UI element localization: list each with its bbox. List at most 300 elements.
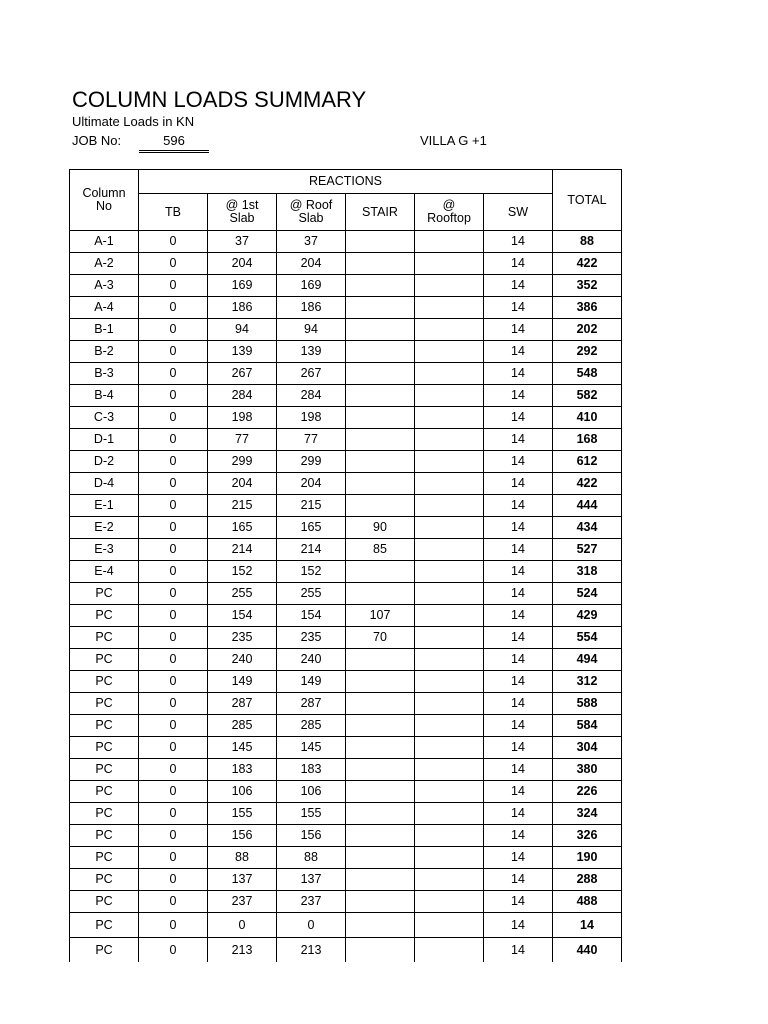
cell-rooftop <box>415 825 484 847</box>
cell-total: 14 <box>553 913 622 938</box>
cell-tb: 0 <box>139 649 208 671</box>
cell-stair <box>346 891 415 913</box>
cell-sw: 14 <box>484 627 553 649</box>
cell-tb: 0 <box>139 319 208 341</box>
header-stair: STAIR <box>346 194 415 231</box>
cell-column-no: D-2 <box>70 451 139 473</box>
cell-column-no: D-1 <box>70 429 139 451</box>
cell-total: 444 <box>553 495 622 517</box>
cell-total: 422 <box>553 253 622 275</box>
cell-total: 168 <box>553 429 622 451</box>
cell-tb: 0 <box>139 737 208 759</box>
cell-tb: 0 <box>139 473 208 495</box>
cell-rooftop <box>415 275 484 297</box>
cell-tb: 0 <box>139 253 208 275</box>
cell-sw: 14 <box>484 737 553 759</box>
header-roof-slab: @ Roof Slab <box>277 194 346 231</box>
cell-rooftop <box>415 473 484 495</box>
cell-total: 527 <box>553 539 622 561</box>
cell-sw: 14 <box>484 605 553 627</box>
cell-first-slab: 215 <box>208 495 277 517</box>
cell-total: 202 <box>553 319 622 341</box>
cell-first-slab: 267 <box>208 363 277 385</box>
cell-column-no: PC <box>70 715 139 737</box>
cell-stair <box>346 451 415 473</box>
cell-rooftop <box>415 847 484 869</box>
cell-first-slab: 204 <box>208 253 277 275</box>
header-first-slab: @ 1st Slab <box>208 194 277 231</box>
cell-total: 422 <box>553 473 622 495</box>
cell-tb: 0 <box>139 539 208 561</box>
cell-column-no: A-1 <box>70 231 139 253</box>
cell-first-slab: 214 <box>208 539 277 561</box>
cell-total: 524 <box>553 583 622 605</box>
cell-stair: 85 <box>346 539 415 561</box>
cell-roof-slab: 237 <box>277 891 346 913</box>
cell-column-no: PC <box>70 649 139 671</box>
cell-total: 429 <box>553 605 622 627</box>
cell-column-no: E-1 <box>70 495 139 517</box>
cell-column-no: PC <box>70 891 139 913</box>
table-row <box>70 407 622 429</box>
cell-roof-slab: 149 <box>277 671 346 693</box>
cell-sw: 14 <box>484 583 553 605</box>
table-row <box>70 649 622 671</box>
cell-column-no: PC <box>70 825 139 847</box>
job-number-label: JOB No: <box>72 133 122 148</box>
cell-column-no: B-3 <box>70 363 139 385</box>
cell-sw: 14 <box>484 847 553 869</box>
cell-stair <box>346 938 415 963</box>
cell-roof-slab: 235 <box>277 627 346 649</box>
cell-sw: 14 <box>484 715 553 737</box>
cell-rooftop <box>415 429 484 451</box>
cell-stair <box>346 473 415 495</box>
cell-sw: 14 <box>484 407 553 429</box>
cell-first-slab: 139 <box>208 341 277 363</box>
table-row <box>70 275 622 297</box>
cell-roof-slab: 145 <box>277 737 346 759</box>
cell-stair <box>346 803 415 825</box>
cell-roof-slab: 169 <box>277 275 346 297</box>
cell-roof-slab: 154 <box>277 605 346 627</box>
cell-total: 584 <box>553 715 622 737</box>
cell-sw: 14 <box>484 517 553 539</box>
cell-first-slab: 77 <box>208 429 277 451</box>
table-row <box>70 231 622 253</box>
cell-stair <box>346 297 415 319</box>
cell-first-slab: 237 <box>208 891 277 913</box>
cell-stair: 90 <box>346 517 415 539</box>
cell-total: 380 <box>553 759 622 781</box>
cell-stair <box>346 847 415 869</box>
cell-rooftop <box>415 583 484 605</box>
cell-tb: 0 <box>139 891 208 913</box>
cell-stair <box>346 341 415 363</box>
cell-total: 292 <box>553 341 622 363</box>
cell-sw: 14 <box>484 297 553 319</box>
cell-stair <box>346 319 415 341</box>
table-row <box>70 759 622 781</box>
job-number-value: 596 <box>139 133 209 153</box>
table-row <box>70 451 622 473</box>
cell-tb: 0 <box>139 451 208 473</box>
header-reactions-group: REACTIONS <box>139 170 553 194</box>
cell-stair <box>346 253 415 275</box>
cell-roof-slab: 186 <box>277 297 346 319</box>
cell-column-no: PC <box>70 605 139 627</box>
cell-stair <box>346 649 415 671</box>
table-row <box>70 737 622 759</box>
cell-first-slab: 0 <box>208 913 277 938</box>
cell-total: 582 <box>553 385 622 407</box>
cell-first-slab: 183 <box>208 759 277 781</box>
cell-tb: 0 <box>139 495 208 517</box>
cell-rooftop <box>415 913 484 938</box>
column-loads-table <box>69 169 622 962</box>
table-row <box>70 938 622 963</box>
cell-first-slab: 186 <box>208 297 277 319</box>
cell-roof-slab: 0 <box>277 913 346 938</box>
cell-first-slab: 165 <box>208 517 277 539</box>
cell-tb: 0 <box>139 341 208 363</box>
cell-first-slab: 149 <box>208 671 277 693</box>
cell-rooftop <box>415 759 484 781</box>
table-row <box>70 517 622 539</box>
cell-roof-slab: 37 <box>277 231 346 253</box>
cell-roof-slab: 77 <box>277 429 346 451</box>
cell-sw: 14 <box>484 869 553 891</box>
cell-rooftop <box>415 319 484 341</box>
cell-rooftop <box>415 539 484 561</box>
cell-sw: 14 <box>484 561 553 583</box>
cell-rooftop <box>415 341 484 363</box>
cell-column-no: PC <box>70 737 139 759</box>
cell-roof-slab: 287 <box>277 693 346 715</box>
cell-tb: 0 <box>139 825 208 847</box>
cell-column-no: PC <box>70 938 139 963</box>
cell-stair <box>346 715 415 737</box>
cell-sw: 14 <box>484 671 553 693</box>
cell-column-no: A-2 <box>70 253 139 275</box>
cell-stair <box>346 583 415 605</box>
cell-column-no: PC <box>70 693 139 715</box>
table-row <box>70 297 622 319</box>
cell-total: 190 <box>553 847 622 869</box>
cell-sw: 14 <box>484 495 553 517</box>
cell-total: 304 <box>553 737 622 759</box>
cell-first-slab: 299 <box>208 451 277 473</box>
cell-first-slab: 145 <box>208 737 277 759</box>
cell-roof-slab: 137 <box>277 869 346 891</box>
cell-column-no: A-4 <box>70 297 139 319</box>
cell-column-no: PC <box>70 913 139 938</box>
cell-stair <box>346 693 415 715</box>
cell-rooftop <box>415 495 484 517</box>
cell-total: 612 <box>553 451 622 473</box>
table-row <box>70 605 622 627</box>
cell-tb: 0 <box>139 429 208 451</box>
cell-column-no: PC <box>70 847 139 869</box>
cell-sw: 14 <box>484 649 553 671</box>
cell-tb: 0 <box>139 693 208 715</box>
cell-sw: 14 <box>484 891 553 913</box>
cell-tb: 0 <box>139 671 208 693</box>
cell-sw: 14 <box>484 803 553 825</box>
cell-rooftop <box>415 715 484 737</box>
cell-roof-slab: 240 <box>277 649 346 671</box>
cell-rooftop <box>415 781 484 803</box>
cell-total: 324 <box>553 803 622 825</box>
cell-first-slab: 169 <box>208 275 277 297</box>
cell-total: 312 <box>553 671 622 693</box>
cell-sw: 14 <box>484 781 553 803</box>
cell-rooftop <box>415 297 484 319</box>
cell-sw: 14 <box>484 693 553 715</box>
table-row <box>70 891 622 913</box>
cell-roof-slab: 94 <box>277 319 346 341</box>
table-row <box>70 825 622 847</box>
table-row <box>70 715 622 737</box>
cell-total: 588 <box>553 693 622 715</box>
cell-tb: 0 <box>139 407 208 429</box>
cell-rooftop <box>415 938 484 963</box>
cell-rooftop <box>415 891 484 913</box>
cell-column-no: B-4 <box>70 385 139 407</box>
cell-first-slab: 235 <box>208 627 277 649</box>
cell-sw: 14 <box>484 759 553 781</box>
cell-stair <box>346 913 415 938</box>
cell-rooftop <box>415 517 484 539</box>
cell-sw: 14 <box>484 539 553 561</box>
cell-sw: 14 <box>484 275 553 297</box>
cell-rooftop <box>415 407 484 429</box>
cell-first-slab: 155 <box>208 803 277 825</box>
cell-sw: 14 <box>484 473 553 495</box>
cell-tb: 0 <box>139 297 208 319</box>
cell-tb: 0 <box>139 869 208 891</box>
cell-stair <box>346 781 415 803</box>
cell-column-no: PC <box>70 627 139 649</box>
cell-stair <box>346 385 415 407</box>
cell-roof-slab: 204 <box>277 253 346 275</box>
cell-first-slab: 152 <box>208 561 277 583</box>
cell-first-slab: 287 <box>208 693 277 715</box>
cell-roof-slab: 204 <box>277 473 346 495</box>
table-row <box>70 627 622 649</box>
cell-total: 352 <box>553 275 622 297</box>
cell-first-slab: 106 <box>208 781 277 803</box>
cell-roof-slab: 299 <box>277 451 346 473</box>
cell-column-no: A-3 <box>70 275 139 297</box>
cell-column-no: B-1 <box>70 319 139 341</box>
cell-first-slab: 154 <box>208 605 277 627</box>
table-row <box>70 341 622 363</box>
cell-stair <box>346 495 415 517</box>
cell-roof-slab: 285 <box>277 715 346 737</box>
cell-roof-slab: 213 <box>277 938 346 963</box>
cell-column-no: PC <box>70 803 139 825</box>
cell-sw: 14 <box>484 913 553 938</box>
cell-rooftop <box>415 737 484 759</box>
cell-column-no: E-4 <box>70 561 139 583</box>
cell-rooftop <box>415 231 484 253</box>
cell-total: 434 <box>553 517 622 539</box>
table-row <box>70 319 622 341</box>
cell-sw: 14 <box>484 363 553 385</box>
cell-stair <box>346 275 415 297</box>
cell-tb: 0 <box>139 759 208 781</box>
cell-sw: 14 <box>484 825 553 847</box>
cell-roof-slab: 139 <box>277 341 346 363</box>
cell-rooftop <box>415 693 484 715</box>
cell-total: 326 <box>553 825 622 847</box>
table-row <box>70 913 622 938</box>
cell-sw: 14 <box>484 319 553 341</box>
cell-column-no: PC <box>70 781 139 803</box>
cell-total: 440 <box>553 938 622 963</box>
cell-tb: 0 <box>139 231 208 253</box>
table-row <box>70 495 622 517</box>
cell-first-slab: 94 <box>208 319 277 341</box>
cell-roof-slab: 255 <box>277 583 346 605</box>
cell-stair: 70 <box>346 627 415 649</box>
cell-sw: 14 <box>484 385 553 407</box>
cell-roof-slab: 88 <box>277 847 346 869</box>
table-row <box>70 847 622 869</box>
cell-rooftop <box>415 605 484 627</box>
cell-stair <box>346 561 415 583</box>
cell-tb: 0 <box>139 938 208 963</box>
cell-column-no: D-4 <box>70 473 139 495</box>
cell-rooftop <box>415 561 484 583</box>
cell-roof-slab: 106 <box>277 781 346 803</box>
cell-total: 318 <box>553 561 622 583</box>
cell-first-slab: 213 <box>208 938 277 963</box>
cell-roof-slab: 165 <box>277 517 346 539</box>
table-row <box>70 385 622 407</box>
cell-column-no: E-2 <box>70 517 139 539</box>
cell-stair <box>346 429 415 451</box>
table-row <box>70 561 622 583</box>
cell-tb: 0 <box>139 803 208 825</box>
cell-tb: 0 <box>139 847 208 869</box>
table-row <box>70 781 622 803</box>
cell-total: 548 <box>553 363 622 385</box>
cell-rooftop <box>415 649 484 671</box>
cell-rooftop <box>415 253 484 275</box>
cell-tb: 0 <box>139 583 208 605</box>
header-tb: TB <box>139 194 208 231</box>
table-row <box>70 671 622 693</box>
header-sw: SW <box>484 194 553 231</box>
project-name: VILLA G +1 <box>420 133 487 148</box>
page-subtitle: Ultimate Loads in KN <box>72 114 195 129</box>
cell-total: 386 <box>553 297 622 319</box>
cell-first-slab: 240 <box>208 649 277 671</box>
table-row <box>70 363 622 385</box>
cell-sw: 14 <box>484 429 553 451</box>
cell-rooftop <box>415 803 484 825</box>
cell-total: 288 <box>553 869 622 891</box>
table-row <box>70 253 622 275</box>
cell-tb: 0 <box>139 517 208 539</box>
cell-roof-slab: 198 <box>277 407 346 429</box>
cell-total: 410 <box>553 407 622 429</box>
cell-stair <box>346 671 415 693</box>
cell-rooftop <box>415 385 484 407</box>
cell-total: 488 <box>553 891 622 913</box>
cell-tb: 0 <box>139 385 208 407</box>
header-total: TOTAL <box>553 170 622 231</box>
cell-roof-slab: 156 <box>277 825 346 847</box>
cell-column-no: PC <box>70 869 139 891</box>
cell-first-slab: 285 <box>208 715 277 737</box>
cell-tb: 0 <box>139 363 208 385</box>
cell-rooftop <box>415 869 484 891</box>
cell-tb: 0 <box>139 605 208 627</box>
cell-roof-slab: 183 <box>277 759 346 781</box>
cell-roof-slab: 267 <box>277 363 346 385</box>
cell-column-no: B-2 <box>70 341 139 363</box>
cell-column-no: PC <box>70 583 139 605</box>
cell-rooftop <box>415 451 484 473</box>
table-row <box>70 693 622 715</box>
cell-tb: 0 <box>139 561 208 583</box>
cell-column-no: E-3 <box>70 539 139 561</box>
cell-column-no: PC <box>70 671 139 693</box>
cell-column-no: C-3 <box>70 407 139 429</box>
cell-roof-slab: 155 <box>277 803 346 825</box>
cell-tb: 0 <box>139 627 208 649</box>
cell-total: 226 <box>553 781 622 803</box>
cell-first-slab: 198 <box>208 407 277 429</box>
table-row <box>70 473 622 495</box>
cell-roof-slab: 215 <box>277 495 346 517</box>
cell-first-slab: 255 <box>208 583 277 605</box>
cell-rooftop <box>415 671 484 693</box>
cell-first-slab: 204 <box>208 473 277 495</box>
table-row <box>70 429 622 451</box>
cell-sw: 14 <box>484 341 553 363</box>
cell-total: 554 <box>553 627 622 649</box>
cell-rooftop <box>415 363 484 385</box>
cell-stair <box>346 869 415 891</box>
cell-sw: 14 <box>484 253 553 275</box>
cell-first-slab: 88 <box>208 847 277 869</box>
cell-sw: 14 <box>484 451 553 473</box>
cell-first-slab: 137 <box>208 869 277 891</box>
cell-stair <box>346 759 415 781</box>
cell-tb: 0 <box>139 781 208 803</box>
table-row <box>70 583 622 605</box>
cell-stair <box>346 363 415 385</box>
cell-rooftop <box>415 627 484 649</box>
cell-total: 88 <box>553 231 622 253</box>
table-row <box>70 803 622 825</box>
cell-stair <box>346 231 415 253</box>
table-row <box>70 539 622 561</box>
cell-sw: 14 <box>484 231 553 253</box>
cell-column-no: PC <box>70 759 139 781</box>
page-title: COLUMN LOADS SUMMARY <box>72 87 367 112</box>
cell-first-slab: 284 <box>208 385 277 407</box>
cell-tb: 0 <box>139 275 208 297</box>
header-rooftop: @ Rooftop <box>415 194 484 231</box>
cell-roof-slab: 152 <box>277 561 346 583</box>
cell-roof-slab: 214 <box>277 539 346 561</box>
cell-stair: 107 <box>346 605 415 627</box>
